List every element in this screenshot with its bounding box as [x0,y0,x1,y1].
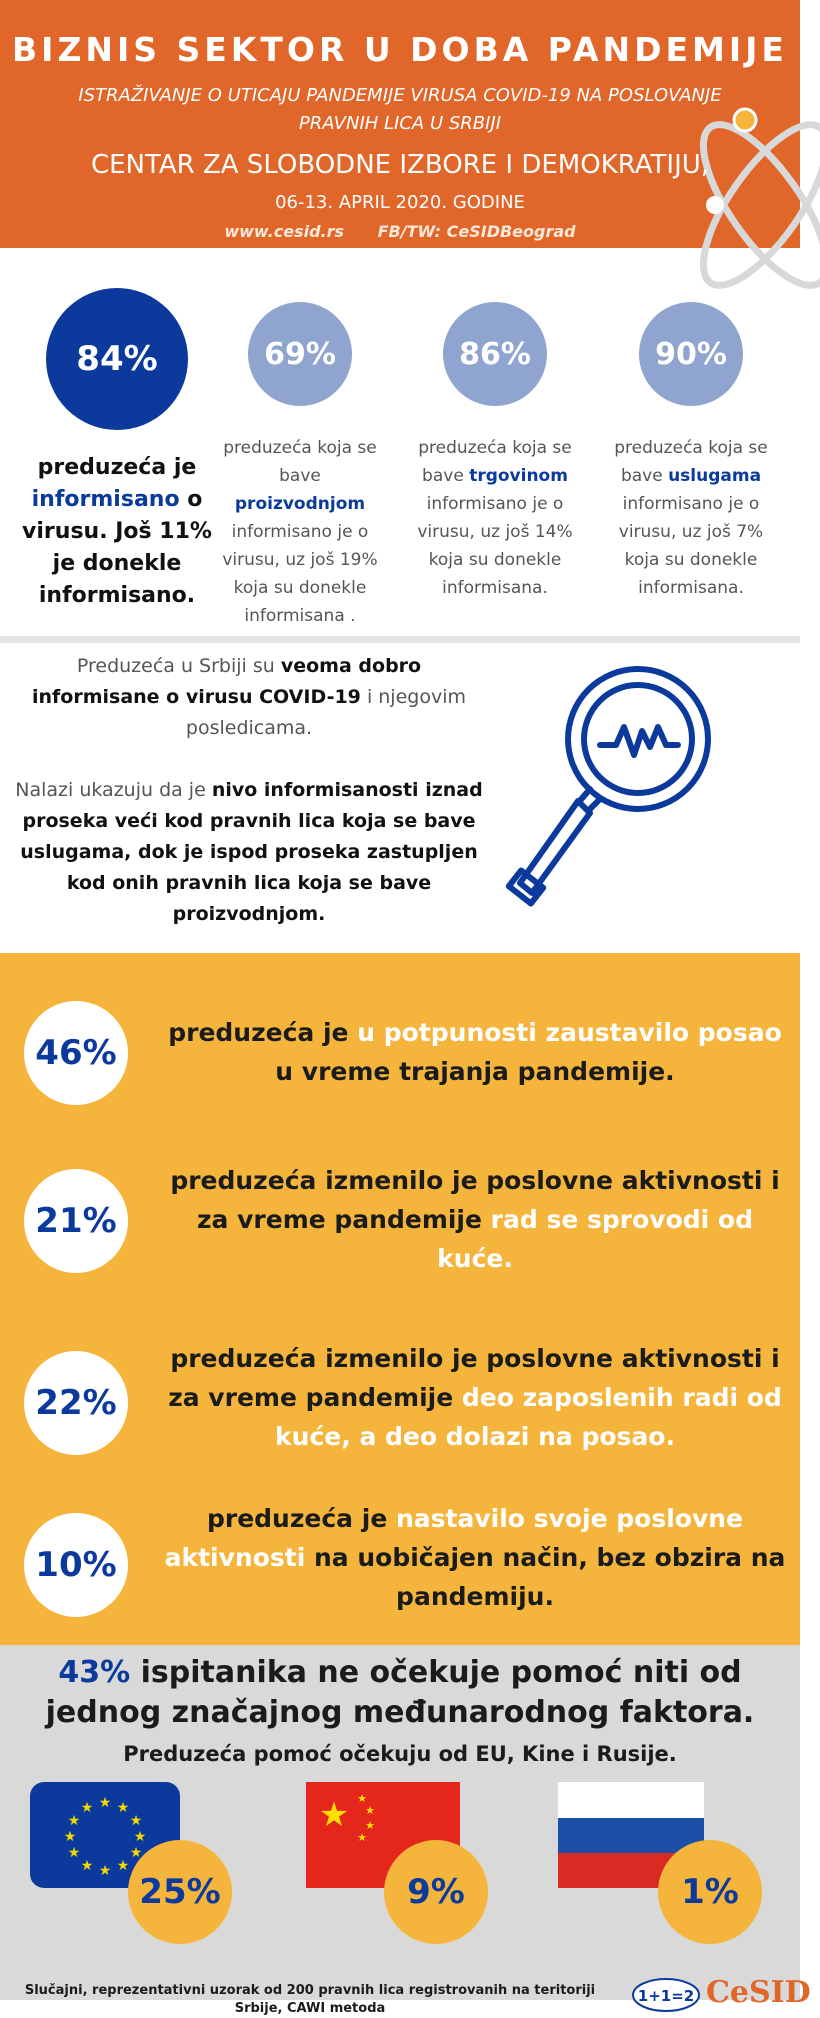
info-text [14,651,484,930]
stat-circle: 84% [46,288,188,430]
svg-text:★: ★ [80,1858,94,1874]
magnifier-icon [520,661,710,931]
stat-services [606,288,776,602]
impact-percent: 22% [24,1351,128,1455]
svg-text:★: ★ [318,1795,350,1835]
stat-production [215,288,385,630]
svg-text:★: ★ [357,1792,367,1805]
svg-text:★: ★ [365,1819,375,1832]
svg-text:★: ★ [67,1845,81,1861]
info-section [0,643,800,953]
svg-text:★: ★ [98,1863,112,1879]
survey-dates: 06-13. APRIL 2020. GODINE [275,192,525,213]
stat-circle: 90% [639,302,743,406]
svg-text:★: ★ [133,1829,147,1845]
header-banner [0,0,800,248]
methodology-footnote: Slučajni, reprezentativni uzorak od 200 pravnih lica registrovanih na teritoriji Srbije, CAWI metoda [24,1983,596,2016]
stat-circle: 69% [248,302,352,406]
stat-description: preduzeća koja se bave proizvodnjom informisano je o virusu, uz još 19% koja su donekle informisana . [222,438,378,626]
impact-percent: 21% [24,1169,128,1273]
help-headline: 43% ispitanika ne očekuje pomoć niti od jednog značajnog međunarodnog faktora. [45,1655,755,1730]
help-subheadline: Preduzeća pomoć očekuju od EU, Kine i Rusije. [123,1742,677,1766]
russia-percent: 1% [658,1840,762,1944]
organization-name: CENTAR ZA SLOBODNE IZBORE I DEMOKRATIJU, [90,150,710,180]
stat-description: preduzeća koja se bave trgovinom informisano je o virusu, uz još 14% koja su donekle informisana. [417,438,573,598]
awareness-stats [0,248,800,638]
svg-text:★: ★ [116,1800,130,1816]
international-help-section [0,1645,811,2016]
svg-text:1+1=2: 1+1=2 [637,1987,695,2005]
svg-text:★: ★ [365,1804,375,1817]
social-handle: FB/TW: CeSIDBeograd [377,222,576,241]
equation-logo-icon [630,1975,702,2015]
impact-text: preduzeća izmenilo je poslovne aktivnosti i za vreme pandemije rad se sprovodi od kuće. [170,1166,780,1273]
svg-text:★: ★ [67,1813,81,1829]
info-paragraph-2: Nalazi ukazuju da je nivo informisanosti iznad proseka veći kod pravnih lica koja se bave uslugama, dok je ispod proseka zastupljen kod onih pravnih lica koja se bave proizvodnjom. [15,779,483,925]
china-percent: 9% [384,1840,488,1944]
impact-text: preduzeća izmenilo je poslovne aktivnosti i za vreme pandemije deo zaposlenih radi od kuće, a deo dolazi na posao. [168,1344,782,1451]
section-divider [0,636,800,643]
impact-percent: 10% [24,1513,128,1617]
page-subtitle: ISTRAŽIVANJE O UTICAJU PANDEMIJE VIRUSA COVID-19 NA POSLOVANJE PRAVNIH LICA U SRBIJI [78,85,722,134]
svg-text:★: ★ [129,1813,143,1829]
svg-text:★: ★ [357,1831,367,1844]
stat-description: preduzeća je informisano o virusu. Još 11% je donekle informisano. [22,455,212,608]
eu-percent: 25% [128,1840,232,1944]
stat-circle: 86% [443,302,547,406]
impact-percent: 46% [24,1001,128,1105]
contact-line [0,222,800,241]
svg-text:★: ★ [80,1800,94,1816]
impact-text: preduzeća je u potpunosti zaustavilo posao u vreme trajanja pandemije. [168,1018,782,1086]
svg-text:★: ★ [116,1858,130,1874]
svg-text:★: ★ [63,1829,77,1845]
business-impact-section [0,953,800,1645]
svg-text:★: ★ [129,1845,143,1861]
website-link[interactable]: www.cesid.rs [224,222,345,241]
impact-text: preduzeća je nastavilo svoje poslovne aktivnosti na uobičajen način, bez obzira na pandemiju. [164,1504,786,1611]
svg-text:★: ★ [98,1795,112,1811]
stat-total [22,288,212,612]
cesid-logo: CeSID [706,1975,811,2010]
stat-trade [410,288,580,602]
info-paragraph-1: Preduzeća u Srbiji su veoma dobro informisane o virusu COVID-19 i njegovim posledicama. [31,655,466,739]
page-title: BIZNIS SEKTOR U DOBA PANDEMIJE [12,30,788,69]
stat-description: preduzeća koja se bave uslugama informisano je o virusu, uz još 7% koja su donekle informisana. [614,438,768,598]
